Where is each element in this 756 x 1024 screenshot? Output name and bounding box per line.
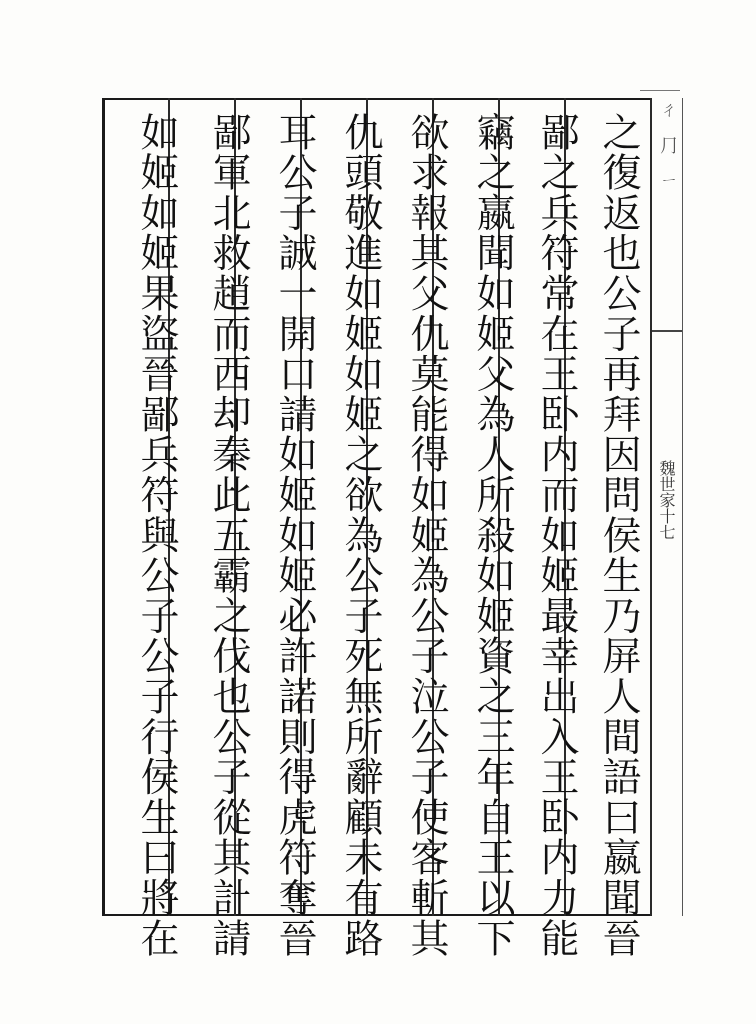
column-text: 鄙軍北救趙而西却秦此五霸之伐也公子從其計請 xyxy=(206,112,251,959)
column-text: 鄙之兵符常在王卧内而如姬最幸出入王卧内力能 xyxy=(534,112,579,959)
page-edge xyxy=(640,90,680,97)
column-text: 如姬如姬果盜晉鄙兵符與公子公子行侯生曰將在 xyxy=(134,112,179,959)
column-text: 仇頭敬進如姬如姬之欲為公子死無所辭顧未有路 xyxy=(338,112,383,959)
text-column-4 xyxy=(398,112,454,959)
folio-label: 魏世家十七 xyxy=(657,460,676,540)
text-column-8 xyxy=(128,112,184,959)
text-column-1 xyxy=(590,112,646,959)
text-column-3 xyxy=(464,112,520,959)
margin-marks: ㄔ⺆ㄧ xyxy=(657,100,678,205)
column-text: 竊之嬴聞如姬父為人所殺如姬資之三年自王以下 xyxy=(470,112,515,959)
text-column-7 xyxy=(200,112,256,959)
column-text: 耳公子誠一開口請如姬如姬必許諾則得虎符奪晉 xyxy=(272,112,317,959)
column-text: 之復返也公子再拜因問侯生乃屏人間語曰嬴聞晉 xyxy=(596,112,641,959)
text-column-6 xyxy=(266,112,322,959)
text-column-2 xyxy=(528,112,584,959)
text-column-5 xyxy=(332,112,388,959)
fish-tail-mark xyxy=(652,330,682,332)
column-text: 欲求報其父仇莫能得如姬為公子泣公子使客斬其 xyxy=(404,112,449,959)
